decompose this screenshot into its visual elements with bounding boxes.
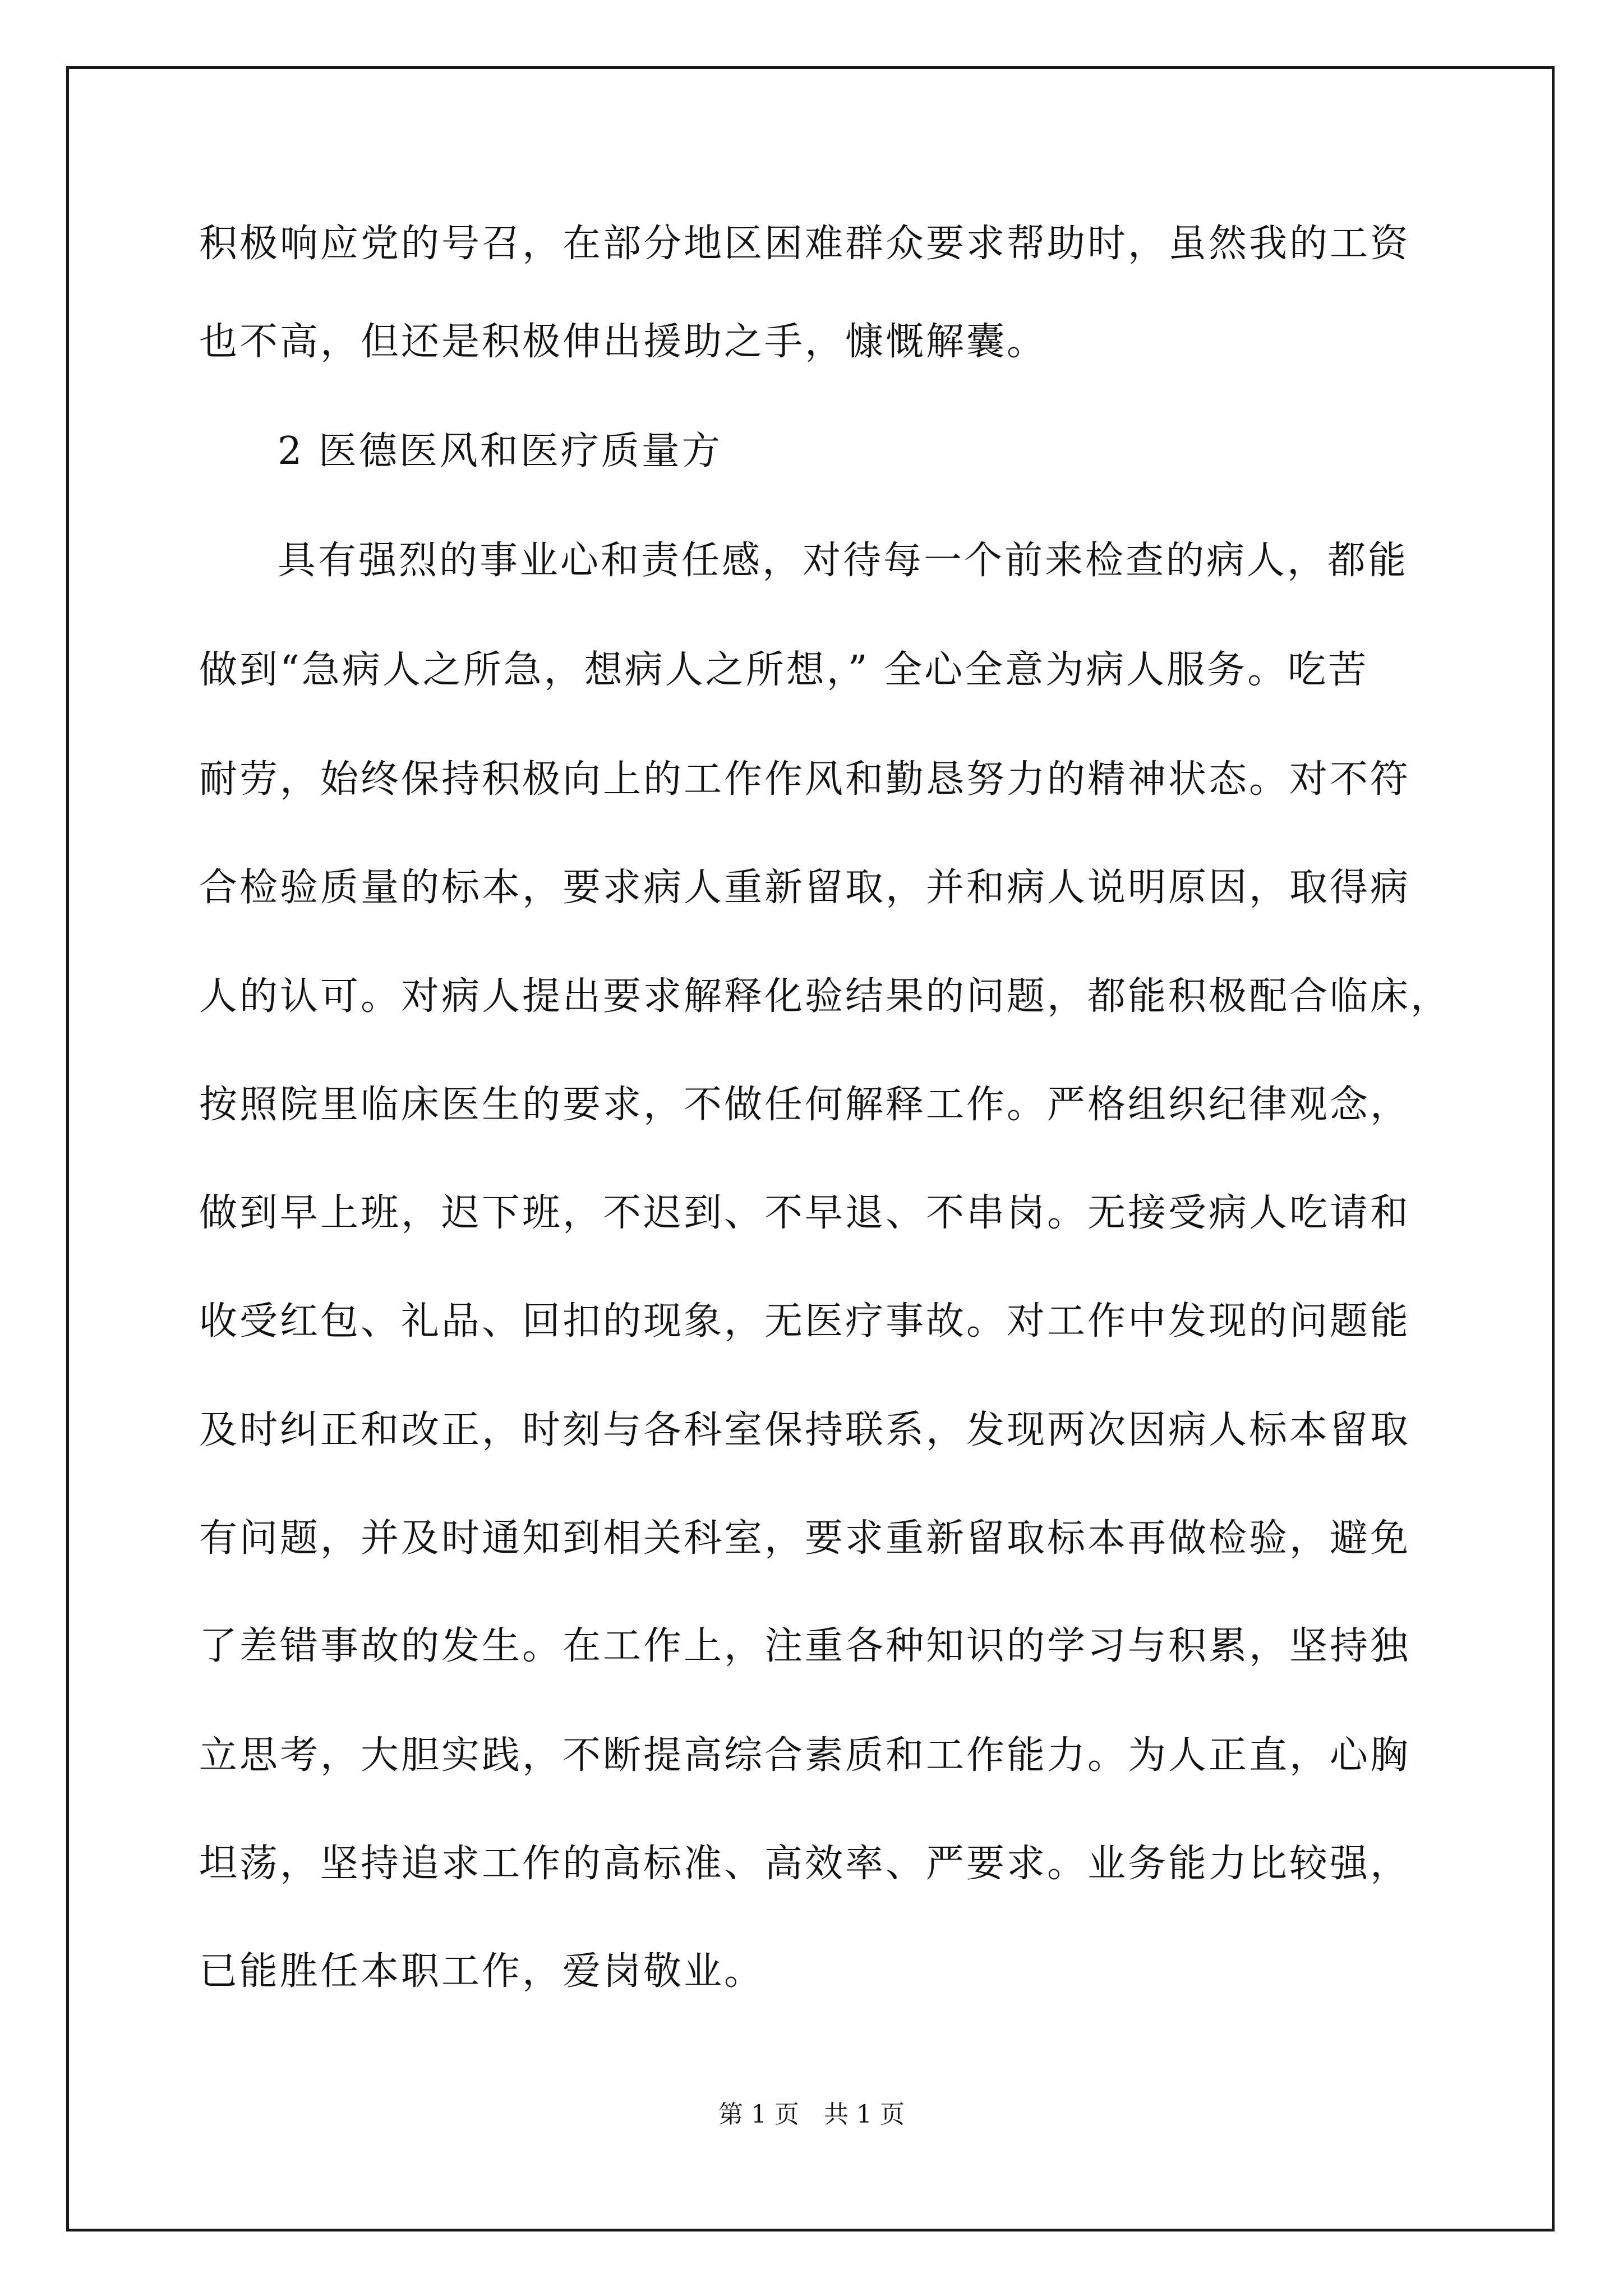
body-text-line: 做到早上班，迟下班，不迟到、不早退、不串岗。无接受病人吃请和 — [199, 1191, 1411, 1235]
body-text-line: 耐劳，始终保持积极向上的工作作风和勤恳努力的精神状态。对不符 — [199, 757, 1411, 802]
body-text-line: 按照院里临床医生的要求，不做任何解释工作。严格组织纪律观念， — [199, 1083, 1411, 1127]
body-text-line: 也不高，但还是积极伸出援助之手，慷慨解囊。 — [199, 320, 1048, 364]
body-text-line: 立思考，大胆实践，不断提高综合素质和工作能力。为人正直，心胸 — [199, 1733, 1411, 1778]
page-border — [66, 66, 1555, 2231]
body-text-line: 及时纠正和改正，时刻与各科室保持联系，发现两次因病人标本留取 — [199, 1408, 1411, 1452]
body-text-line: 做到“急病人之所急，想病人之所想，” 全心全意为病人服务。吃苦 — [199, 648, 1369, 692]
body-text-line: 了差错事故的发生。在工作上，注重各种知识的学习与积累，坚持独 — [199, 1624, 1411, 1668]
body-text-line: 有问题，并及时通知到相关科室，要求重新留取标本再做检验，避免 — [199, 1516, 1411, 1561]
body-text-line: 合检验质量的标本，要求病人重新留取，并和病人说明原因，取得病 — [199, 866, 1411, 910]
body-text-line: 坦荡，坚持追求工作的高标准、高效率、严要求。业务能力比较强， — [199, 1842, 1411, 1886]
body-text-line: 收受红包、礼品、回扣的现象，无医疗事故。对工作中发现的问题能 — [199, 1299, 1411, 1343]
body-text-line: 具有强烈的事业心和责任感，对待每一个前来检查的病人，都能 — [278, 539, 1409, 583]
body-text-line: 积极响应党的号召，在部分地区困难群众要求帮助时，虽然我的工资 — [199, 222, 1411, 266]
page-number-footer: 第 1 页 共 1 页 — [718, 2100, 905, 2129]
body-text-line: 人的认可。对病人提出要求解释化验结果的问题，都能积极配合临床， — [199, 974, 1451, 1019]
body-text-line: 已能胜任本职工作，爱岗敬业。 — [199, 1949, 765, 1994]
section-heading: 2 医德医风和医疗质量方 — [278, 429, 722, 473]
